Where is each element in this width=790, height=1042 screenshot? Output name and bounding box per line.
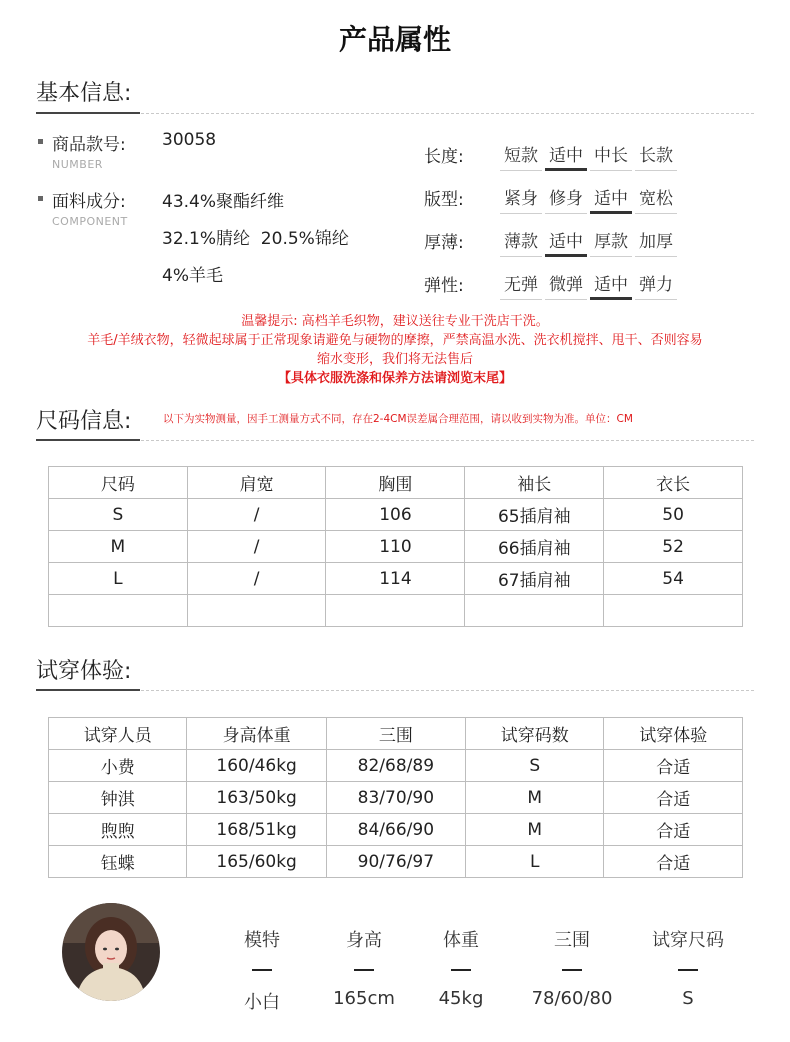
bullet-icon [38,139,43,144]
table-cell: 90/76/97 [326,846,465,878]
table-cell: 82/68/89 [326,750,465,782]
model-stat-divider [252,969,272,971]
model-stat-column [217,926,307,1014]
table-cell: M [465,814,603,846]
attribute-option: 弹力 [635,270,677,300]
model-stat-divider [354,969,374,971]
model-stat-column [416,926,506,1009]
fabric-line-1: 43.4%聚酯纤维 [162,192,285,212]
model-stat-divider [562,969,582,971]
attribute-option: 修身 [545,184,587,214]
table-cell: S [49,499,188,531]
table-cell [465,595,604,627]
attribute-option: 无弹 [500,270,542,300]
model-stat-column [643,926,733,1009]
table-cell [326,595,465,627]
fabric-label: 面料成分: [52,192,126,212]
table-cell: 50 [604,499,743,531]
table-header-cell: 肩宽 [187,467,326,499]
attribute-option: 长款 [635,141,677,171]
attribute-label: 弹性: [424,276,464,296]
model-stat-label: 试穿尺码 [652,930,724,951]
fabric-line-3: 4%羊毛 [162,266,223,286]
attribute-option: 微弹 [545,270,587,300]
table-row [49,499,743,531]
table-cell: 110 [326,531,465,563]
model-stat-divider [678,969,698,971]
model-stat-label: 三围 [554,930,590,951]
care-notice-line-2: 羊毛/羊绒衣物，轻微起球属于正常现象请避免与硬物的摩擦，严禁高温水洗、洗衣机搅拌、甩干、否则容易 [87,333,703,348]
size-info-rule [36,440,754,441]
attribute-option: 加厚 [635,227,677,257]
table-row [49,595,743,627]
attribute-option-selected: 适中 [545,227,587,257]
table-cell: 小费 [49,750,187,782]
care-notice-line-4: 【具体衣服洗涤和保养方法请浏览末尾】 [277,371,512,386]
model-avatar [62,903,160,1001]
table-header-cell: 尺码 [49,467,188,499]
table-cell: 钰蝶 [49,846,187,878]
table-cell: L [465,846,603,878]
attribute-option-selected: 适中 [590,270,632,300]
attribute-option: 厚款 [590,227,632,257]
model-stat-label: 体重 [443,930,479,951]
attribute-row [424,171,680,214]
model-stat-value: 165cm [333,988,395,1009]
basic-info-underline [36,112,140,114]
basic-info-rule [36,113,754,114]
table-row [49,846,743,878]
model-stat-value: 小白 [244,992,280,1013]
tryon-table [48,717,743,878]
table-cell: 165/60kg [187,846,326,878]
table-header-cell: 身高体重 [187,718,326,750]
table-cell: 54 [604,563,743,595]
size-table [48,466,743,627]
size-info-title: 尺码信息: [36,409,132,434]
attribute-option: 中长 [590,141,632,171]
table-cell: 168/51kg [187,814,326,846]
table-row [49,814,743,846]
table-header-cell: 试穿体验 [604,718,743,750]
table-row [49,782,743,814]
attribute-row [424,257,680,300]
tryon-title: 试穿体验: [36,659,132,684]
table-cell: 66插肩袖 [465,531,604,563]
model-stat-divider [451,969,471,971]
table-cell: 合适 [604,750,743,782]
model-stat-column [319,926,409,1009]
table-header-cell: 试穿人员 [49,718,187,750]
attribute-label: 版型: [424,190,464,210]
fabric-line-2: 32.1%腈纶 20.5%锦纶 [162,229,349,249]
table-cell: M [465,782,603,814]
table-header-cell: 三围 [326,718,465,750]
model-stat-value: S [682,988,694,1009]
tryon-underline [36,689,140,691]
attribute-option-selected: 适中 [545,141,587,171]
table-cell [49,595,188,627]
table-cell: 163/50kg [187,782,326,814]
table-cell: 合适 [604,814,743,846]
table-cell: 合适 [604,782,743,814]
bullet-icon [38,196,43,201]
table-cell: 160/46kg [187,750,326,782]
attribute-option: 紧身 [500,184,542,214]
style-no-label: 商品款号: [52,135,126,155]
size-note: 以下为实物测量，因手工测量方式不同，存在2-4CM误差属合理范围，请以收到实物为准。单位：CM [163,413,633,425]
model-stat-value: 78/60/80 [531,988,613,1009]
table-cell: / [187,563,326,595]
care-notice-line-3: 缩水变形，我们将无法售后 [316,352,473,367]
model-stat-label: 身高 [346,930,382,951]
attribute-label: 厚薄: [424,233,464,253]
table-cell: 83/70/90 [326,782,465,814]
table-cell: / [187,531,326,563]
table-cell: 84/66/90 [326,814,465,846]
style-no-value: 30058 [162,130,217,150]
table-header-cell: 袖长 [465,467,604,499]
attribute-option: 短款 [500,141,542,171]
attribute-option: 薄款 [500,227,542,257]
table-header-row [49,467,743,499]
table-cell [187,595,326,627]
table-row [49,531,743,563]
table-header-row [49,718,743,750]
table-cell: 合适 [604,846,743,878]
attribute-option: 宽松 [635,184,677,214]
care-notice-line-1: 温馨提示: 高档羊毛织物，建议送往专业干洗店干洗。 [241,314,549,329]
size-info-underline [36,439,140,441]
attribute-label: 长度: [424,147,464,167]
table-cell: / [187,499,326,531]
table-row [49,750,743,782]
table-cell: 106 [326,499,465,531]
table-cell: L [49,563,188,595]
table-header-cell: 试穿码数 [465,718,603,750]
model-stat-value: 45kg [438,988,484,1009]
fabric-sublabel: COMPONENT [52,215,128,228]
table-cell: 52 [604,531,743,563]
table-cell: 钟淇 [49,782,187,814]
attribute-row [424,128,680,171]
model-photo-icon [62,903,160,1001]
model-stat-column [527,926,617,1009]
page-title: 产品属性 [338,23,451,56]
attribute-row [424,214,680,257]
table-header-cell: 衣长 [604,467,743,499]
style-no-sublabel: NUMBER [52,158,103,171]
basic-info-title: 基本信息: [36,81,132,106]
table-cell: 65插肩袖 [465,499,604,531]
table-cell [604,595,743,627]
table-row [49,563,743,595]
attribute-block [424,128,680,300]
table-cell: 煦煦 [49,814,187,846]
table-cell: 67插肩袖 [465,563,604,595]
attribute-option-selected: 适中 [590,184,632,214]
table-cell: S [465,750,603,782]
table-cell: M [49,531,188,563]
table-header-cell: 胸围 [326,467,465,499]
table-cell: 114 [326,563,465,595]
tryon-rule [36,690,754,691]
model-stat-label: 模特 [244,930,280,951]
